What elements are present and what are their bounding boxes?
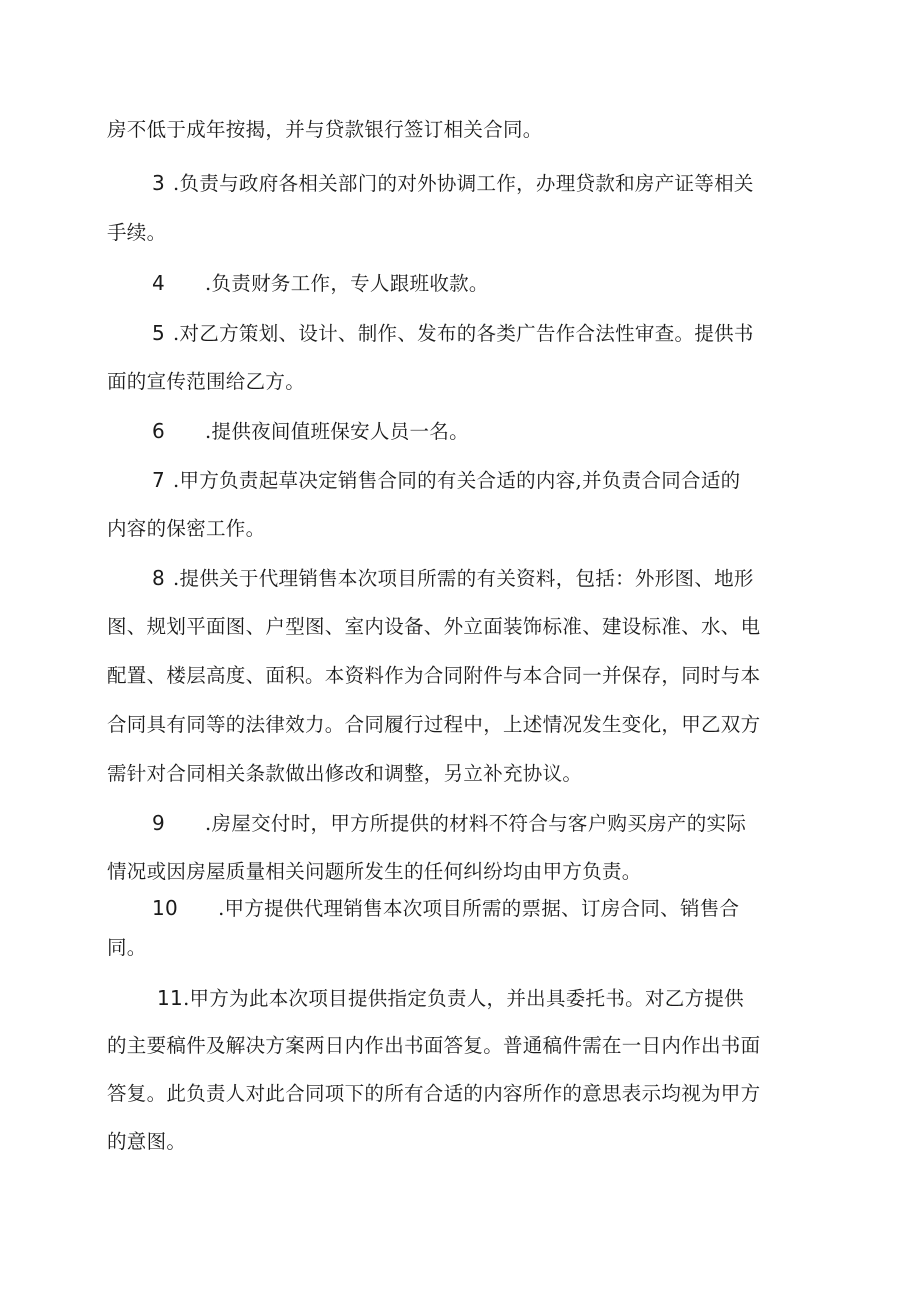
text: .提供夜间值班保安人员一名。 [205, 420, 469, 443]
text: 的意图。 [107, 1130, 187, 1153]
item-number: 11 [157, 986, 184, 1010]
text: .负责与政府各相关部门的对外协调工作，办理贷款和房产证等相关 [173, 172, 754, 195]
text: 情况或因房屋质量相关问题所发生的任何纠纷均由甲方负责。 [107, 860, 642, 883]
item-8-line-2 [107, 614, 760, 640]
item-9-line-1 [152, 810, 746, 837]
paragraph-line [107, 117, 543, 143]
item-3-line-2 [107, 220, 166, 246]
text: .房屋交付时，甲方所提供的材料不符合与客户购买房产的实际 [205, 812, 747, 835]
item-11-line-3 [107, 1081, 760, 1107]
item-5-line-2 [107, 369, 305, 395]
item-number: 4 [152, 271, 166, 295]
item-7-line-1 [152, 467, 740, 494]
item-10-line-1 [152, 895, 739, 922]
text: 内容的保密工作。 [107, 517, 266, 540]
item-number: 5 [152, 321, 166, 345]
item-8-line-3 [107, 663, 760, 689]
text: .甲方负责起草决定销售合同的有关合适的内容,并负责合同合适的 [173, 469, 741, 492]
item-11-line-4 [107, 1129, 186, 1155]
item-number: 8 [152, 566, 166, 590]
item-5-line-1 [152, 320, 754, 347]
item-10-line-2 [107, 935, 147, 961]
text: 的主要稿件及解决方案两日内作出书面答复。普通稿件需在一日内作出书面 [107, 1034, 761, 1057]
text: 房不低于成年按揭，并与贷款银行签订相关合同。 [107, 118, 543, 141]
text: 同。 [107, 936, 147, 959]
text: .对乙方策划、设计、制作、发布的各类广告作合法性审查。提供书 [173, 322, 754, 345]
item-8-line-1 [152, 565, 754, 592]
text: 面的宣传范围给乙方。 [107, 370, 306, 393]
item-11-line-1 [157, 985, 744, 1012]
item-9-line-2 [107, 859, 642, 885]
item-number: 7 [152, 468, 166, 492]
item-7-line-2 [107, 516, 265, 542]
text: 配置、楼层高度、面积。本资料作为合同附件与本合同一并保存，同时与本 [107, 664, 761, 687]
item-6-line-1 [152, 418, 469, 445]
text: .甲方提供代理销售本次项目所需的票据、订房合同、销售合 [218, 897, 740, 920]
item-number: 3 [152, 171, 166, 195]
text: 需针对合同相关条款做出修改和调整，另立补充协议。 [107, 762, 583, 785]
item-number: 6 [152, 419, 166, 443]
item-4-line-1 [152, 270, 489, 297]
item-number: 10 [152, 896, 179, 920]
text: .甲方为此本次项目提供指定负责人，并出具委托书。对乙方提供 [183, 987, 744, 1010]
item-8-line-4 [107, 712, 760, 738]
item-8-line-5 [107, 761, 582, 787]
text: .提供关于代理销售本次项目所需的有关资料，包括：外形图、地形 [173, 567, 754, 590]
text: .负责财务工作，专人跟班收款。 [205, 272, 489, 295]
text: 手续。 [107, 221, 167, 244]
item-11-line-2 [107, 1033, 760, 1059]
text: 图、规划平面图、户型图、室内设备、外立面装饰标准、建设标准、水、电 [107, 615, 761, 638]
text: 答复。此负责人对此合同项下的所有合适的内容所作的意思表示均视为甲方 [107, 1082, 761, 1105]
item-3-line-1 [152, 170, 754, 197]
item-number: 9 [152, 811, 166, 835]
text: 合同具有同等的法律效力。合同履行过程中，上述情况发生变化，甲乙双方 [107, 713, 761, 736]
